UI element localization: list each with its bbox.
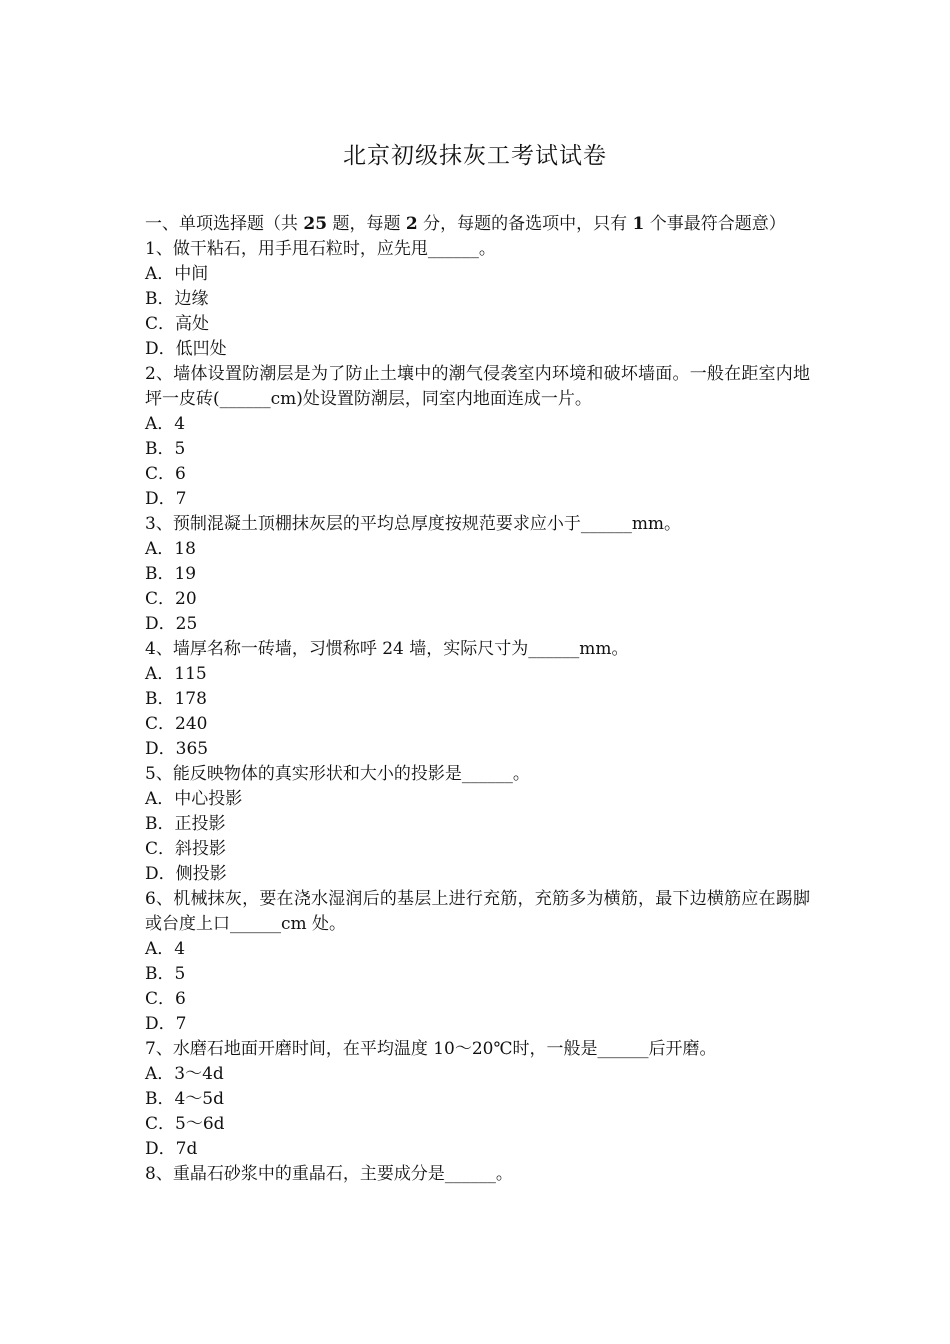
answer-option: C．240 bbox=[145, 714, 208, 734]
question-count: 25 bbox=[303, 214, 328, 234]
answer-option: B．19 bbox=[145, 564, 197, 584]
answer-option: A．4 bbox=[145, 414, 186, 434]
answer-option: A．中心投影 bbox=[145, 789, 243, 809]
question-list bbox=[145, 237, 810, 1187]
question-score: 2 bbox=[405, 214, 418, 234]
section-heading-mid2: 分，每题的备选项中，只有 bbox=[417, 214, 633, 234]
answer-option: A．115 bbox=[145, 664, 207, 684]
question-text: 2、墙体设置防潮层是为了防止土壤中的潮气侵袭室内环境和破坏墙面。一般在距室内地坪一皮砖(______cm)处设置防潮层，同室内地面连成一片。 bbox=[145, 364, 810, 409]
question-item bbox=[145, 1162, 810, 1187]
question-text: 6、机械抹灰，要在浇水湿润后的基层上进行充筋，充筋多为横筋，最下边横筋应在踢脚或台度上口______cm 处。 bbox=[145, 889, 810, 934]
document-title: 北京初级抹灰工考试试卷 bbox=[343, 143, 607, 169]
answer-option: B．5 bbox=[145, 964, 186, 984]
answer-option: A．3～4d bbox=[145, 1064, 224, 1084]
answer-option: B．178 bbox=[145, 689, 207, 709]
answer-option: C．6 bbox=[145, 464, 186, 484]
question-text: 3、预制混凝土顶棚抹灰层的平均总厚度按规范要求应小于______mm。 bbox=[145, 514, 682, 534]
answer-option: C．20 bbox=[145, 589, 197, 609]
answer-option: A．4 bbox=[145, 939, 186, 959]
answer-option: B．正投影 bbox=[145, 814, 226, 834]
answer-option: C．5～6d bbox=[145, 1114, 225, 1134]
answer-option: C．斜投影 bbox=[145, 839, 227, 859]
answer-count: 1 bbox=[632, 214, 645, 234]
answer-option: B．边缘 bbox=[145, 289, 209, 309]
question-item bbox=[145, 887, 810, 1037]
document-body bbox=[145, 212, 810, 1187]
section-heading-suffix: 个事最符合题意） bbox=[644, 214, 786, 234]
section-heading-mid1: 题，每题 bbox=[327, 214, 406, 234]
question-text: 8、重晶石砂浆中的重晶石，主要成分是______。 bbox=[145, 1164, 513, 1184]
answer-option: D．侧投影 bbox=[145, 864, 227, 884]
answer-option: B．4～5d bbox=[145, 1089, 225, 1109]
answer-option: D．7d bbox=[145, 1139, 198, 1159]
answer-option: D．低凹处 bbox=[145, 339, 227, 359]
question-text: 7、水磨石地面开磨时间，在平均温度 10～20℃时，一般是______后开磨。 bbox=[145, 1039, 717, 1059]
answer-option: D．365 bbox=[145, 739, 209, 759]
answer-option: C．6 bbox=[145, 989, 186, 1009]
question-item bbox=[145, 362, 810, 512]
question-text: 1、做干粘石，用手甩石粒时，应先甩______。 bbox=[145, 239, 496, 259]
question-item bbox=[145, 237, 810, 362]
section-heading bbox=[145, 212, 810, 237]
question-text: 5、能反映物体的真实形状和大小的投影是______。 bbox=[145, 764, 530, 784]
question-item bbox=[145, 637, 810, 762]
answer-option: C．高处 bbox=[145, 314, 210, 334]
question-item bbox=[145, 1037, 810, 1162]
answer-option: A．中间 bbox=[145, 264, 209, 284]
answer-option: B．5 bbox=[145, 439, 186, 459]
question-item bbox=[145, 512, 810, 637]
answer-option: A．18 bbox=[145, 539, 196, 559]
question-item bbox=[145, 762, 810, 887]
answer-option: D．25 bbox=[145, 614, 198, 634]
answer-option: D．7 bbox=[145, 1014, 187, 1034]
question-text: 4、墙厚名称一砖墙，习惯称呼 24 墙，实际尺寸为______mm。 bbox=[145, 639, 629, 659]
answer-option: D．7 bbox=[145, 489, 187, 509]
section-heading-prefix: 一、单项选择题（共 bbox=[145, 214, 304, 234]
